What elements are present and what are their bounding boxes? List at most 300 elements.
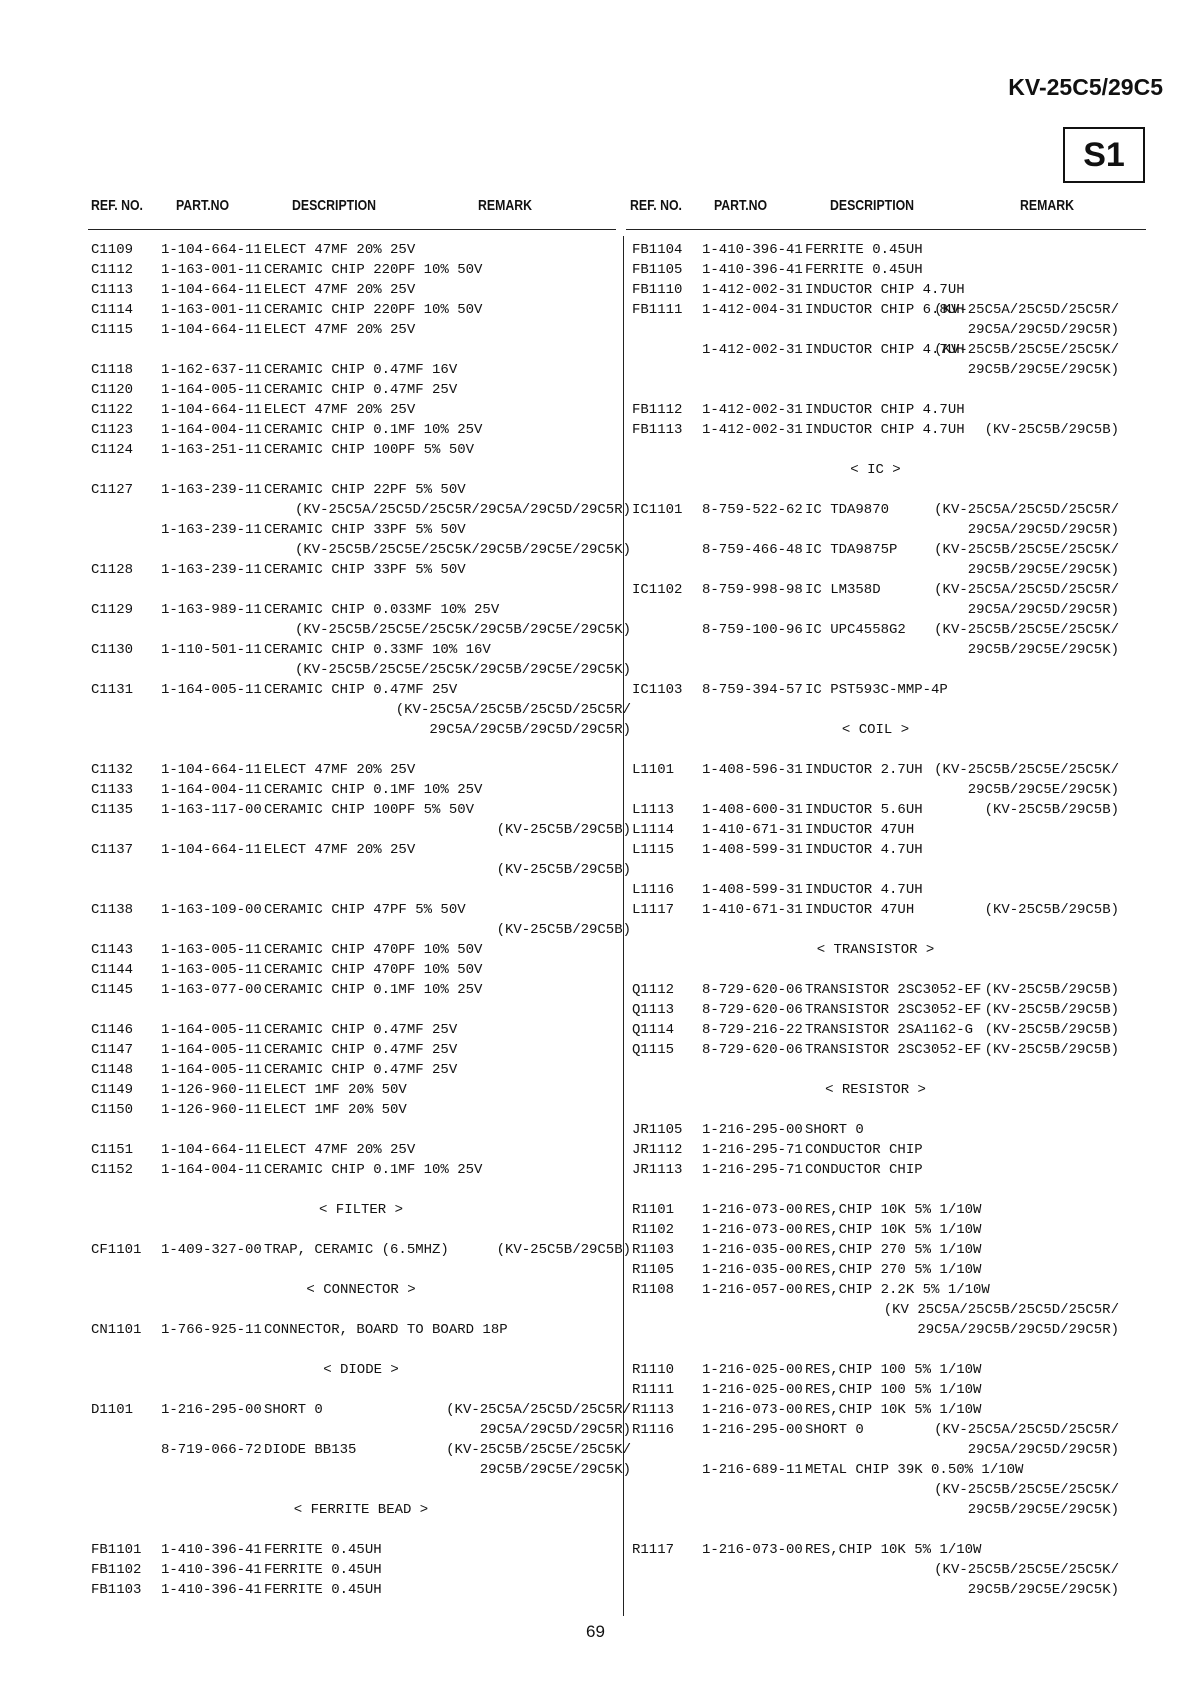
description: METAL CHIP 39K 0.50% 1/10W [805, 1462, 1024, 1478]
part-row [91, 840, 631, 860]
part-row [91, 660, 631, 680]
part-number: 1-163-005-11 [161, 942, 262, 958]
ref-number: IC1102 [632, 582, 683, 598]
ref-number: FB1113 [632, 422, 683, 438]
part-number: 8-759-394-57 [702, 682, 803, 698]
part-row [91, 640, 631, 660]
part-row [91, 820, 631, 840]
part-row [632, 1000, 1119, 1020]
part-row [91, 780, 631, 800]
part-number: 1-163-117-00 [161, 802, 262, 818]
part-number: 8-759-466-48 [702, 542, 803, 558]
remark: (KV-25C5B/25C5E/25C5K/29C5B/29C5E/29C5K) [294, 622, 631, 638]
remark: (KV-25C5A/25C5B/25C5D/25C5R/ [395, 702, 631, 718]
part-row [632, 420, 1119, 440]
remark: (KV-25C5B/25C5E/25C5K/ [446, 1442, 631, 1458]
part-row [632, 280, 1119, 300]
remark: (KV-25C5B/25C5E/25C5K/ [934, 1562, 1119, 1578]
description: INDUCTOR CHIP 4.7UH [805, 422, 965, 438]
ref-number: C1112 [91, 262, 134, 278]
part-row [632, 560, 1119, 580]
part-row [91, 1020, 631, 1040]
description: CERAMIC CHIP 0.47MF 25V [264, 1022, 458, 1038]
part-number: 1-216-035-00 [702, 1262, 803, 1278]
description: IC LM358D [805, 582, 881, 598]
part-row [91, 1040, 631, 1060]
part-number: 1-412-002-31 [702, 422, 803, 438]
description: CERAMIC CHIP 33PF 5% 50V [264, 522, 466, 538]
ref-number: C1147 [91, 1042, 134, 1058]
ref-number: L1114 [632, 822, 675, 838]
part-number: 1-164-004-11 [161, 782, 262, 798]
part-row [91, 260, 631, 280]
part-number: 1-216-295-00 [702, 1422, 803, 1438]
remark: (KV-25C5B/25C5E/25C5K/29C5B/29C5E/29C5K) [294, 662, 631, 678]
row-spacer [632, 1060, 1119, 1080]
part-row [91, 1140, 631, 1160]
row-spacer [632, 660, 1119, 680]
part-number: 1-164-005-11 [161, 1022, 262, 1038]
part-row [91, 600, 631, 620]
ref-number: JR1113 [632, 1162, 683, 1178]
row-spacer [632, 480, 1119, 500]
row-spacer [91, 1380, 631, 1400]
header-rule-right [626, 229, 1146, 230]
description: CERAMIC CHIP 100PF 5% 50V [264, 802, 475, 818]
part-row [632, 1440, 1119, 1460]
remark: (KV-25C5B/25C5E/25C5K/ [934, 762, 1119, 778]
part-number: 1-216-073-00 [702, 1222, 803, 1238]
description: CERAMIC CHIP 0.33MF 10% 16V [264, 642, 491, 658]
sheet-label: S1 [1063, 127, 1145, 183]
ref-number: C1149 [91, 1082, 134, 1098]
part-number: 1-410-396-41 [161, 1542, 262, 1558]
remark: (KV-25C5B/29C5B) [984, 902, 1119, 918]
part-number: 1-162-637-11 [161, 362, 262, 378]
part-number: 8-759-522-62 [702, 502, 803, 518]
part-row [632, 1380, 1119, 1400]
part-number: 1-163-001-11 [161, 302, 262, 318]
description: RES,CHIP 10K 5% 1/10W [805, 1542, 982, 1558]
ref-number: R1117 [632, 1542, 675, 1558]
part-number: 1-163-239-11 [161, 562, 262, 578]
part-number: 1-163-239-11 [161, 522, 262, 538]
description: INDUCTOR 5.6UH [805, 802, 923, 818]
remark: (KV-25C5A/25C5D/25C5R/ [934, 1422, 1119, 1438]
ref-number: C1152 [91, 1162, 134, 1178]
part-row [91, 1540, 631, 1560]
ref-number: C1144 [91, 962, 134, 978]
row-spacer [632, 960, 1119, 980]
ref-number: C1109 [91, 242, 134, 258]
part-row [632, 1460, 1119, 1480]
part-row [632, 1400, 1119, 1420]
description: ELECT 1MF 20% 50V [264, 1082, 407, 1098]
description: ELECT 1MF 20% 50V [264, 1102, 407, 1118]
description: FERRITE 0.45UH [264, 1582, 382, 1598]
remark: 29C5B/29C5E/29C5K) [967, 362, 1119, 378]
part-row [91, 1580, 631, 1600]
description: CERAMIC CHIP 0.033MF 10% 25V [264, 602, 500, 618]
part-row [632, 680, 1119, 700]
part-number: 1-164-004-11 [161, 422, 262, 438]
part-number: 8-729-620-06 [702, 982, 803, 998]
ref-number: FB1105 [632, 262, 683, 278]
description: INDUCTOR 4.7UH [805, 842, 923, 858]
description: CERAMIC CHIP 0.47MF 25V [264, 682, 458, 698]
part-number: 1-163-005-11 [161, 962, 262, 978]
part-row [632, 1360, 1119, 1380]
row-spacer [91, 1300, 631, 1320]
part-row [632, 840, 1119, 860]
part-number: 8-719-066-72 [161, 1442, 262, 1458]
part-number: 1-163-001-11 [161, 262, 262, 278]
part-row [91, 1400, 631, 1420]
part-number: 1-766-925-11 [161, 1322, 262, 1338]
description: FERRITE 0.45UH [805, 242, 923, 258]
ref-number: FB1103 [91, 1582, 142, 1598]
description: ELECT 47MF 20% 25V [264, 282, 416, 298]
part-number: 1-163-989-11 [161, 602, 262, 618]
part-number: 1-412-002-31 [702, 342, 803, 358]
part-row [632, 320, 1119, 340]
part-row [632, 1260, 1119, 1280]
section-heading: < COIL > [841, 722, 910, 738]
part-row [91, 300, 631, 320]
ref-number: C1123 [91, 422, 134, 438]
ref-number: C1135 [91, 802, 134, 818]
remark: 29C5A/29C5D/29C5R) [967, 522, 1119, 538]
row-spacer [632, 740, 1119, 760]
ref-number: R1116 [632, 1422, 675, 1438]
part-number: 1-408-599-31 [702, 882, 803, 898]
remark: (KV-25C5B/29C5B) [496, 1242, 631, 1258]
part-row [632, 520, 1119, 540]
part-number: 1-164-005-11 [161, 382, 262, 398]
row-spacer [91, 580, 631, 600]
part-row [91, 1080, 631, 1100]
part-row [632, 360, 1119, 380]
ref-number: C1146 [91, 1022, 134, 1038]
remark: (KV-25C5B/25C5E/25C5K/29C5B/29C5E/29C5K) [294, 542, 631, 558]
description: TRAP, CERAMIC (6.5MHZ) [264, 1242, 449, 1258]
part-number: 1-410-396-41 [161, 1562, 262, 1578]
part-number: 1-164-005-11 [161, 1062, 262, 1078]
part-number: 1-410-396-41 [702, 242, 803, 258]
description: RES,CHIP 2.2K 5% 1/10W [805, 1282, 990, 1298]
row-spacer [91, 1120, 631, 1140]
remark: 29C5A/29C5D/29C5R) [967, 1442, 1119, 1458]
description: INDUCTOR CHIP 4.7UH [805, 342, 965, 358]
description: FERRITE 0.45UH [264, 1562, 382, 1578]
part-number: 1-104-664-11 [161, 282, 262, 298]
col-header-remark: REMARK [478, 197, 532, 214]
part-number: 1-216-295-00 [161, 1402, 262, 1418]
part-row [91, 1460, 631, 1480]
row-spacer [91, 1260, 631, 1280]
row-spacer [632, 1180, 1119, 1200]
description: ELECT 47MF 20% 25V [264, 842, 416, 858]
description: CERAMIC CHIP 47PF 5% 50V [264, 902, 466, 918]
part-row [91, 1100, 631, 1120]
section-heading: < FERRITE BEAD > [293, 1502, 429, 1518]
remark: (KV-25C5B/29C5B) [984, 1002, 1119, 1018]
part-row [632, 1560, 1119, 1580]
remark: (KV-25C5B/29C5B) [984, 422, 1119, 438]
description: SHORT 0 [805, 1122, 864, 1138]
description: RES,CHIP 10K 5% 1/10W [805, 1222, 982, 1238]
description: IC TDA9870 [805, 502, 890, 518]
description: DIODE BB135 [264, 1442, 357, 1458]
description: FERRITE 0.45UH [264, 1542, 382, 1558]
ref-number: L1113 [632, 802, 675, 818]
ref-number: C1127 [91, 482, 134, 498]
part-row [632, 1500, 1119, 1520]
ref-number: C1124 [91, 442, 134, 458]
part-row [91, 1320, 631, 1340]
description: CERAMIC CHIP 22PF 5% 50V [264, 482, 466, 498]
part-number: 1-412-002-31 [702, 282, 803, 298]
ref-number: R1103 [632, 1242, 675, 1258]
row-spacer [91, 1000, 631, 1020]
row-spacer [632, 1520, 1119, 1540]
ref-number: IC1101 [632, 502, 683, 518]
part-row [91, 240, 631, 260]
part-row [91, 500, 631, 520]
part-row [632, 1280, 1119, 1300]
part-row [632, 1160, 1119, 1180]
part-row [632, 780, 1119, 800]
description: INDUCTOR CHIP 4.7UH [805, 282, 965, 298]
part-number: 1-126-960-11 [161, 1102, 262, 1118]
part-row [91, 860, 631, 880]
description: RES,CHIP 10K 5% 1/10W [805, 1402, 982, 1418]
model-title: KV-25C5/29C5 [1008, 74, 1163, 100]
remark: 29C5A/29C5D/29C5R) [967, 602, 1119, 618]
row-spacer [91, 1340, 631, 1360]
part-row [91, 400, 631, 420]
part-row [632, 1140, 1119, 1160]
row-spacer [91, 340, 631, 360]
remark: (KV-25C5B/29C5B) [984, 1022, 1119, 1038]
row-spacer [91, 880, 631, 900]
part-row [632, 880, 1119, 900]
part-row [91, 1240, 631, 1260]
description: TRANSISTOR 2SC3052-EF [805, 1042, 982, 1058]
ref-number: FB1112 [632, 402, 683, 418]
description: INDUCTOR CHIP 6.8UH [805, 302, 965, 318]
part-row [632, 1420, 1119, 1440]
description: TRANSISTOR 2SC3052-EF [805, 982, 982, 998]
row-spacer [632, 440, 1119, 460]
ref-number: R1108 [632, 1282, 675, 1298]
part-row [632, 400, 1119, 420]
header-rule-left [88, 229, 616, 230]
description: CERAMIC CHIP 0.47MF 25V [264, 1042, 458, 1058]
remark: (KV-25C5A/25C5D/25C5R/ [934, 502, 1119, 518]
description: CERAMIC CHIP 0.47MF 16V [264, 362, 458, 378]
part-row [91, 800, 631, 820]
part-row [632, 900, 1119, 920]
part-number: 1-412-002-31 [702, 402, 803, 418]
part-number: 1-408-600-31 [702, 802, 803, 818]
remark: (KV-25C5B/29C5B) [984, 1042, 1119, 1058]
part-number: 1-216-057-00 [702, 1282, 803, 1298]
part-row [91, 1060, 631, 1080]
ref-number: JR1105 [632, 1122, 683, 1138]
part-row [632, 300, 1119, 320]
row-spacer [632, 700, 1119, 720]
ref-number: C1115 [91, 322, 134, 338]
ref-number: Q1112 [632, 982, 675, 998]
remark: (KV-25C5A/25C5D/25C5R/ [934, 302, 1119, 318]
part-row [632, 260, 1119, 280]
part-number: 1-408-596-31 [702, 762, 803, 778]
part-number: 1-164-004-11 [161, 1162, 262, 1178]
description: CONDUCTOR CHIP [805, 1162, 923, 1178]
part-row [632, 1200, 1119, 1220]
part-row [632, 820, 1119, 840]
part-number: 1-410-396-41 [702, 262, 803, 278]
remark: (KV-25C5A/25C5D/25C5R/ [934, 582, 1119, 598]
description: INDUCTOR 2.7UH [805, 762, 923, 778]
part-row [632, 620, 1119, 640]
ref-number: Q1113 [632, 1002, 675, 1018]
col-header-ref-right: REF. NO. [630, 197, 682, 214]
ref-number: C1129 [91, 602, 134, 618]
row-spacer [632, 1100, 1119, 1120]
section-heading: < CONNECTOR > [306, 1282, 416, 1298]
part-number: 1-104-664-11 [161, 842, 262, 858]
remark: 29C5A/29C5B/29C5D/29C5R) [917, 1322, 1119, 1338]
remark: 29C5A/29C5D/29C5R) [967, 322, 1119, 338]
part-row [632, 340, 1119, 360]
description: ELECT 47MF 20% 25V [264, 1142, 416, 1158]
part-row [91, 900, 631, 920]
description: IC PST593C-MMP-4P [805, 682, 948, 698]
part-number: 8-729-216-22 [702, 1022, 803, 1038]
part-number: 1-216-035-00 [702, 1242, 803, 1258]
part-row [91, 720, 631, 740]
description: CERAMIC CHIP 0.47MF 25V [264, 1062, 458, 1078]
part-row [91, 920, 631, 940]
row-spacer [632, 860, 1119, 880]
part-row [91, 1160, 631, 1180]
part-number: 1-104-664-11 [161, 242, 262, 258]
ref-number: L1101 [632, 762, 675, 778]
part-row [91, 960, 631, 980]
ref-number: FB1102 [91, 1562, 142, 1578]
ref-number: C1143 [91, 942, 134, 958]
row-spacer [91, 1480, 631, 1500]
description: RES,CHIP 10K 5% 1/10W [805, 1202, 982, 1218]
description: CERAMIC CHIP 470PF 10% 50V [264, 942, 483, 958]
remark: 29C5B/29C5E/29C5K) [967, 642, 1119, 658]
description: CONNECTOR, BOARD TO BOARD 18P [264, 1322, 508, 1338]
part-row [91, 480, 631, 500]
part-number: 1-216-025-00 [702, 1382, 803, 1398]
part-number: 1-216-689-11 [702, 1462, 803, 1478]
ref-number: FB1111 [632, 302, 683, 318]
description: RES,CHIP 270 5% 1/10W [805, 1242, 982, 1258]
part-row [632, 1220, 1119, 1240]
part-row [632, 540, 1119, 560]
part-row [632, 760, 1119, 780]
remark: (KV-25C5B/29C5B) [496, 922, 631, 938]
ref-number: Q1114 [632, 1022, 675, 1038]
col-header-part-right: PART.NO [714, 197, 768, 214]
description: IC TDA9875P [805, 542, 898, 558]
part-number: 1-216-025-00 [702, 1362, 803, 1378]
row-spacer [91, 1220, 631, 1240]
part-number: 1-216-073-00 [702, 1402, 803, 1418]
part-row [91, 420, 631, 440]
part-number: 1-104-664-11 [161, 402, 262, 418]
ref-number: C1114 [91, 302, 134, 318]
description: INDUCTOR CHIP 4.7UH [805, 402, 965, 418]
description: CERAMIC CHIP 470PF 10% 50V [264, 962, 483, 978]
description: ELECT 47MF 20% 25V [264, 242, 416, 258]
part-number: 1-163-251-11 [161, 442, 262, 458]
ref-number: C1118 [91, 362, 134, 378]
description: ELECT 47MF 20% 25V [264, 402, 416, 418]
description: CERAMIC CHIP 220PF 10% 50V [264, 262, 483, 278]
row-spacer [91, 740, 631, 760]
ref-number: JR1112 [632, 1142, 683, 1158]
parts-list-left [91, 240, 631, 1600]
row-spacer [91, 1520, 631, 1540]
col-header-part: PART.NO [176, 197, 230, 214]
part-row [632, 980, 1119, 1000]
section-heading: < TRANSISTOR > [816, 942, 935, 958]
col-header-remark-right: REMARK [1020, 197, 1074, 214]
ref-number: C1151 [91, 1142, 134, 1158]
part-number: 8-759-100-96 [702, 622, 803, 638]
ref-number: Q1115 [632, 1042, 675, 1058]
row-spacer [632, 920, 1119, 940]
part-row [91, 360, 631, 380]
ref-number: C1138 [91, 902, 134, 918]
remark: (KV-25C5A/25C5D/25C5R/ [446, 1402, 631, 1418]
part-number: 1-216-295-71 [702, 1142, 803, 1158]
parts-list-right [632, 240, 1119, 1600]
section-heading: < RESISTOR > [825, 1082, 926, 1098]
row-spacer [91, 460, 631, 480]
ref-number: CF1101 [91, 1242, 142, 1258]
description: ELECT 47MF 20% 25V [264, 322, 416, 338]
description: CONDUCTOR CHIP [805, 1142, 923, 1158]
ref-number: C1133 [91, 782, 134, 798]
ref-number: L1116 [632, 882, 675, 898]
remark: (KV-25C5B/29C5B) [496, 862, 631, 878]
description: RES,CHIP 100 5% 1/10W [805, 1362, 982, 1378]
remark: (KV-25C5A/25C5D/25C5R/29C5A/29C5D/29C5R) [294, 502, 631, 518]
section-heading: < DIODE > [323, 1362, 399, 1378]
description: TRANSISTOR 2SC3052-EF [805, 1002, 982, 1018]
part-number: 1-410-671-31 [702, 902, 803, 918]
part-row [91, 440, 631, 460]
part-row [91, 540, 631, 560]
col-header-ref: REF. NO. [91, 197, 143, 214]
part-row [91, 760, 631, 780]
ref-number: C1137 [91, 842, 134, 858]
description: CERAMIC CHIP 0.47MF 25V [264, 382, 458, 398]
ref-number: L1117 [632, 902, 675, 918]
section-heading: < IC > [850, 462, 901, 478]
description: CERAMIC CHIP 100PF 5% 50V [264, 442, 475, 458]
part-row [91, 280, 631, 300]
ref-number: IC1103 [632, 682, 683, 698]
